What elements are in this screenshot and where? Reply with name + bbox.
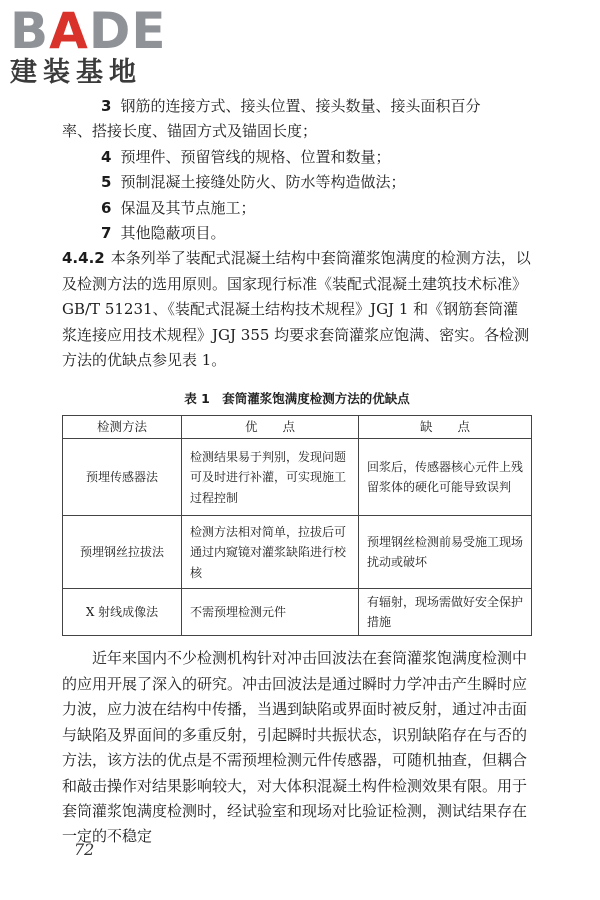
list-item: 7 其他隐蔽项目。	[101, 224, 226, 243]
cons-cell: 回浆后，传感器核心元件上残留浆体的硬化可能导致误判	[359, 439, 532, 516]
list-item-continuation: 率、搭接长度、锚固方式及锚固长度；	[62, 122, 318, 141]
header-pros: 优 点	[182, 416, 359, 439]
cons-cell: 有辐射，现场需做好安全保护措施	[359, 589, 532, 636]
table-row	[63, 516, 532, 589]
list-item: 6 保温及其节点施工；	[101, 198, 256, 217]
logo-wordmark: BADE	[10, 2, 167, 60]
method-cell: 预埋钢丝拉拔法	[63, 516, 182, 589]
header-cons: 缺 点	[359, 416, 532, 439]
logo-subtitle: 建装基地	[10, 57, 142, 88]
section-4-4-2: 4.4.2 本条列举了装配式混凝土结构中套筒灌浆饱满度的检测方法，以及检测方法的选用原则。国家现行标准《装配式混凝土建筑技术标准》GB/T 51231、《装配式混凝土结构技术规程》JGJ 1 和《钢筋套筒灌浆连接应用技术规程》JGJ 355 均要求套筒灌浆应饱满、密实。各检测方法的优缺点参见表 1。	[62, 249, 531, 370]
table-row	[63, 439, 532, 516]
pros-cell: 检测结果易于判别，发现问题可及时进行补灌，可实现施工过程控制	[182, 439, 359, 516]
cons-cell: 预埋钢丝检测前易受施工现场扰动或破坏	[359, 516, 532, 589]
method-cell: X 射线成像法	[63, 589, 182, 636]
table-caption: 表 1 套筒灌浆饱满度检测方法的优缺点	[184, 391, 410, 407]
page-number: 72	[74, 840, 95, 859]
table-header-row	[63, 416, 532, 439]
list-item: 3 钢筋的连接方式、接头位置、接头数量、接头面积百分	[101, 97, 481, 115]
methods-table	[62, 415, 532, 636]
header-method: 检测方法	[63, 416, 182, 439]
pros-cell: 检测方法相对简单，拉拔后可通过内窥镜对灌浆缺陷进行校核	[182, 516, 359, 589]
pros-cell: 不需预埋检测元件	[182, 589, 359, 636]
page-body	[62, 94, 532, 850]
table-row	[63, 589, 532, 636]
list-item: 5 预制混凝土接缝处防火、防水等构造做法；	[101, 173, 406, 192]
method-cell: 预埋传感器法	[63, 439, 182, 516]
list-item: 4 预埋件、预留管线的规格、位置和数量；	[101, 147, 391, 166]
logo	[10, 2, 210, 88]
body-paragraph: 近年来国内不少检测机构针对冲击回波法在套筒灌浆饱满度检测中的应用开展了深入的研究。冲击回波法是通过瞬时力学冲击产生瞬时应力波，应力波在结构中传播，当遇到缺陷或界面时被反射，通过冲击面与缺陷及界面间的多重反射，引起瞬时共振状态，识别缺陷存在与否的方法，该方法的优点是不需预埋检测元件传感器，可随机抽查，但耦合和敲击操作对结果影响较大，对大体积混凝土构件检测效果有限。用于套筒灌浆饱满度检测时，经试验室和现场对比验证检测，测试结果存在一定的不稳定	[62, 649, 528, 846]
